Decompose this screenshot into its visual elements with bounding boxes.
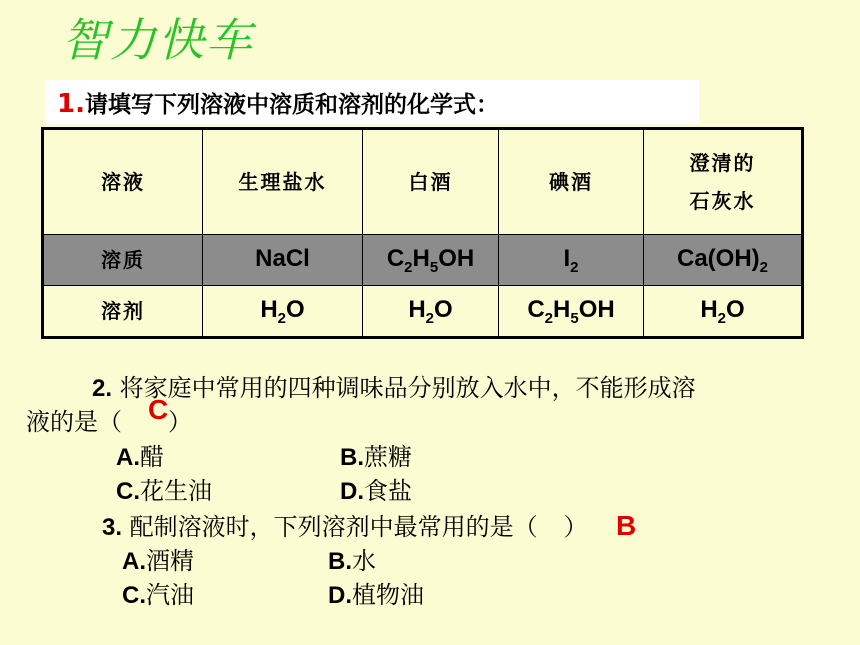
header-cell: 碘酒 bbox=[499, 129, 644, 235]
q2-option-c: C.花生油 bbox=[116, 477, 212, 505]
question-1-banner bbox=[45, 80, 699, 124]
header-cell: 白酒 bbox=[363, 129, 499, 235]
question-2-answer: C bbox=[148, 394, 169, 425]
formula-cell: $H_2O$ bbox=[644, 286, 803, 338]
row-label: 溶质 bbox=[43, 235, 203, 286]
row-label: 溶剂 bbox=[43, 286, 203, 338]
page-title: 智力快车 bbox=[62, 13, 254, 67]
header-cell: 澄清的 石灰水 bbox=[644, 129, 803, 235]
question-1-number: 1. bbox=[57, 89, 85, 119]
header-cell: 溶液 bbox=[43, 129, 203, 235]
solvent-row bbox=[43, 286, 803, 338]
solute-row bbox=[43, 235, 803, 286]
question-1-prompt: 请填写下列溶液中溶质和溶剂的化学式： bbox=[84, 92, 499, 118]
formula-cell: NaCl bbox=[203, 235, 363, 286]
q3-option-a: A.酒精 bbox=[122, 547, 194, 575]
q2-option-d: D.食盐 bbox=[340, 477, 412, 505]
question-3-answer: B bbox=[616, 510, 637, 541]
question-2-line-1: 2. 将家庭中常用的四种调味品分别放入水中，不能形成溶 bbox=[92, 374, 696, 402]
q3-option-c: C.汽油 bbox=[122, 581, 194, 609]
table-header-row bbox=[43, 129, 803, 235]
solution-table bbox=[41, 127, 804, 339]
question-3-line: 3. 配制溶液时，下列溶剂中最常用的是（ ） bbox=[102, 513, 588, 541]
question-3-number: 3. bbox=[102, 514, 123, 541]
formula-cell: $I_2$ bbox=[499, 235, 644, 286]
q3-option-b: B.水 bbox=[328, 547, 376, 575]
q2-option-a: A.醋 bbox=[116, 443, 164, 471]
formula-cell: $Ca(OH)_2$ bbox=[644, 235, 803, 286]
formula-cell: $H_2O$ bbox=[203, 286, 363, 338]
header-cell: 生理盐水 bbox=[203, 129, 363, 235]
question-2-line-2: 液的是（ ） bbox=[26, 408, 192, 436]
q3-option-d: D.植物油 bbox=[328, 581, 424, 609]
formula-cell: $C_2H_5OH$ bbox=[499, 286, 644, 338]
question-1-text bbox=[57, 86, 499, 119]
formula-cell: $H_2O$ bbox=[363, 286, 499, 338]
formula-cell: $C_2H_5OH$ bbox=[363, 235, 499, 286]
q2-option-b: B.蔗糖 bbox=[340, 443, 412, 471]
question-2-number: 2. bbox=[92, 375, 113, 402]
